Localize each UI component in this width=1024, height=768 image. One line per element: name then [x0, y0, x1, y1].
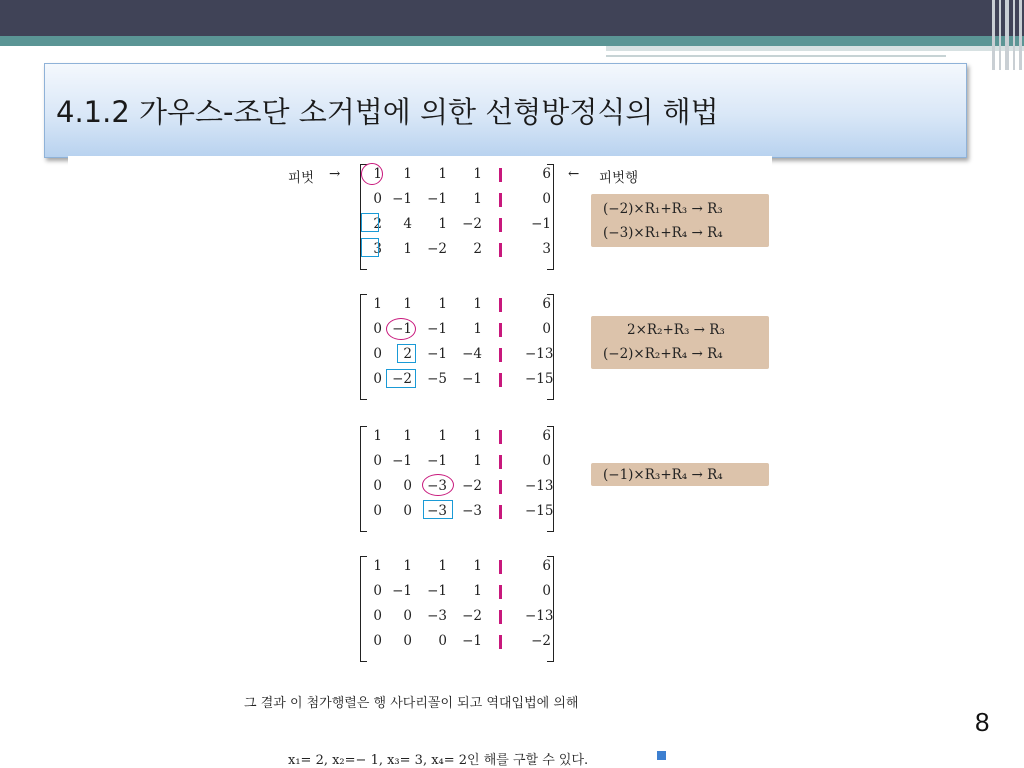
matrix-entry: 1	[403, 296, 412, 312]
matrix-entry: 2	[373, 216, 382, 232]
augment-separator	[499, 560, 502, 574]
matrix-entry: −2	[427, 241, 447, 257]
augment-separator	[499, 348, 502, 362]
page-number: 8	[975, 707, 990, 737]
matrix-entry: 0	[373, 453, 382, 469]
matrix-entry: 1	[403, 428, 412, 444]
matrix-entry: 0	[542, 191, 551, 207]
matrix-entry: 6	[542, 296, 551, 312]
matrix-entry: 1	[438, 296, 447, 312]
operation-text: (−2)×R₁+R₃ → R₃	[603, 201, 723, 217]
matrix-entry: −2	[462, 216, 482, 232]
matrix-entry: −1	[392, 191, 412, 207]
matrix-entry: −1	[392, 583, 412, 599]
matrix-entry: −3	[462, 503, 482, 519]
pivot-circle	[422, 474, 454, 496]
matrix-entry: 1	[373, 166, 382, 182]
matrix-entry: −15	[525, 503, 554, 519]
matrix-entry: 1	[403, 241, 412, 257]
operation-text: 2×R₂+R₃ → R₃	[627, 322, 725, 338]
matrix-entry: 0	[403, 478, 412, 494]
matrix-entry: 1	[473, 191, 482, 207]
matrix-entry: 0	[373, 478, 382, 494]
matrix-entry: −2	[531, 633, 551, 649]
matrix-entry: 1	[373, 296, 382, 312]
matrix-entry: 2	[403, 346, 412, 362]
matrix-entry: 4	[403, 216, 412, 232]
matrix-entry: 0	[542, 453, 551, 469]
matrix-entry: 1	[373, 558, 382, 574]
augment-separator	[499, 373, 502, 387]
operation-text: (−1)×R₃+R₄ → R₄	[603, 467, 723, 483]
matrix-entry: −3	[427, 478, 447, 494]
matrix-entry: 1	[438, 166, 447, 182]
matrix-entry: −13	[525, 478, 554, 494]
matrix-entry: 0	[403, 608, 412, 624]
matrix-entry: 6	[542, 558, 551, 574]
math-figure	[68, 156, 772, 768]
matrix-entry: −15	[525, 371, 554, 387]
matrix-entry: 0	[542, 583, 551, 599]
augment-separator	[499, 635, 502, 649]
matrix-entry: 0	[373, 371, 382, 387]
elimination-box	[386, 369, 416, 388]
pivot-row-label: 피벗행	[599, 170, 639, 186]
matrix-entry: 1	[403, 558, 412, 574]
augment-separator	[499, 323, 502, 337]
matrix-entry: −1	[531, 216, 551, 232]
augment-separator	[499, 480, 502, 494]
matrix-entry: −1	[427, 453, 447, 469]
matrix-entry: 6	[542, 166, 551, 182]
augment-separator	[499, 298, 502, 312]
matrix-entry: 3	[542, 241, 551, 257]
top-header-bar	[0, 0, 1024, 36]
matrix-entry: −2	[462, 608, 482, 624]
conclusion-text: 그 결과 이 첨가행렬은 행 사다리꼴이 되고 역대입법에 의해	[244, 696, 579, 711]
augment-separator	[499, 168, 502, 182]
matrix-entry: 0	[403, 503, 412, 519]
augment-separator	[499, 243, 502, 257]
pivot-circle	[361, 163, 383, 185]
augment-separator	[499, 505, 502, 519]
matrix-entry: −13	[525, 608, 554, 624]
matrix-entry: −5	[427, 371, 447, 387]
elimination-box	[397, 344, 416, 363]
matrix-entry: 1	[473, 558, 482, 574]
operation-text: (−3)×R₁+R₄ → R₄	[603, 225, 723, 241]
augment-separator	[499, 585, 502, 599]
elimination-box	[361, 238, 379, 257]
matrix-entry: −4	[462, 346, 482, 362]
matrix-entry: 6	[542, 428, 551, 444]
matrix-entry: 1	[373, 428, 382, 444]
augment-separator	[499, 193, 502, 207]
teal-accent-bar	[0, 36, 1024, 46]
matrix-entry: −1	[462, 633, 482, 649]
matrix-entry: 1	[438, 216, 447, 232]
matrix-entry: −3	[427, 608, 447, 624]
matrix-entry: 1	[473, 296, 482, 312]
pivot-row-arrow-icon: ←	[568, 166, 580, 182]
matrix-entry: −13	[525, 346, 554, 362]
matrix-entry: 0	[373, 503, 382, 519]
pivot-arrow-icon: →	[329, 166, 341, 182]
matrix-entry: −2	[462, 478, 482, 494]
matrix-entry: 0	[373, 321, 382, 337]
matrix-entry: −1	[427, 583, 447, 599]
matrix-entry: −1	[427, 346, 447, 362]
decorative-line	[606, 55, 946, 57]
matrix-entry: 1	[473, 428, 482, 444]
matrix-entry: −1	[462, 371, 482, 387]
slide-title: 4.1.2 가우스-조단 소거법에 의한 선형방정식의 해법	[56, 95, 719, 129]
matrix-entry: 1	[473, 453, 482, 469]
pivot-label: 피벗	[288, 170, 315, 186]
decorative-stripes	[990, 0, 1024, 70]
elimination-box	[361, 213, 379, 232]
matrix-entry: −2	[392, 371, 412, 387]
matrix-entry: 1	[473, 583, 482, 599]
matrix-entry: 1	[473, 321, 482, 337]
matrix-entry: −1	[427, 321, 447, 337]
solution-text: x₁= 2, x₂=− 1, x₃= 3, x₄= 2인 해를 구할 수 있다.	[288, 753, 589, 768]
matrix-entry: 1	[438, 558, 447, 574]
pivot-circle	[386, 318, 416, 340]
matrix-entry: 1	[473, 166, 482, 182]
matrix-entry: 0	[373, 583, 382, 599]
elimination-box	[423, 500, 453, 519]
matrix-entry: 1	[403, 166, 412, 182]
matrix-entry: 0	[438, 633, 447, 649]
matrix-entry: 3	[373, 241, 382, 257]
matrix-entry: 0	[403, 633, 412, 649]
matrix-entry: −1	[392, 321, 412, 337]
matrix-entry: −1	[427, 191, 447, 207]
matrix-entry: −1	[392, 453, 412, 469]
augment-separator	[499, 610, 502, 624]
augment-separator	[499, 430, 502, 444]
augment-separator	[499, 218, 502, 232]
matrix-entry: 0	[373, 346, 382, 362]
matrix-entry: 0	[373, 633, 382, 649]
matrix-entry: 1	[438, 428, 447, 444]
end-of-proof-icon	[657, 751, 666, 760]
matrix-entry: −3	[427, 503, 447, 519]
matrix-entry: 2	[473, 241, 482, 257]
decorative-line	[606, 46, 1024, 51]
augment-separator	[499, 455, 502, 469]
matrix-entry: 0	[373, 608, 382, 624]
operation-text: (−2)×R₂+R₄ → R₄	[603, 346, 723, 362]
matrix-entry: 0	[542, 321, 551, 337]
matrix-entry: 0	[373, 191, 382, 207]
